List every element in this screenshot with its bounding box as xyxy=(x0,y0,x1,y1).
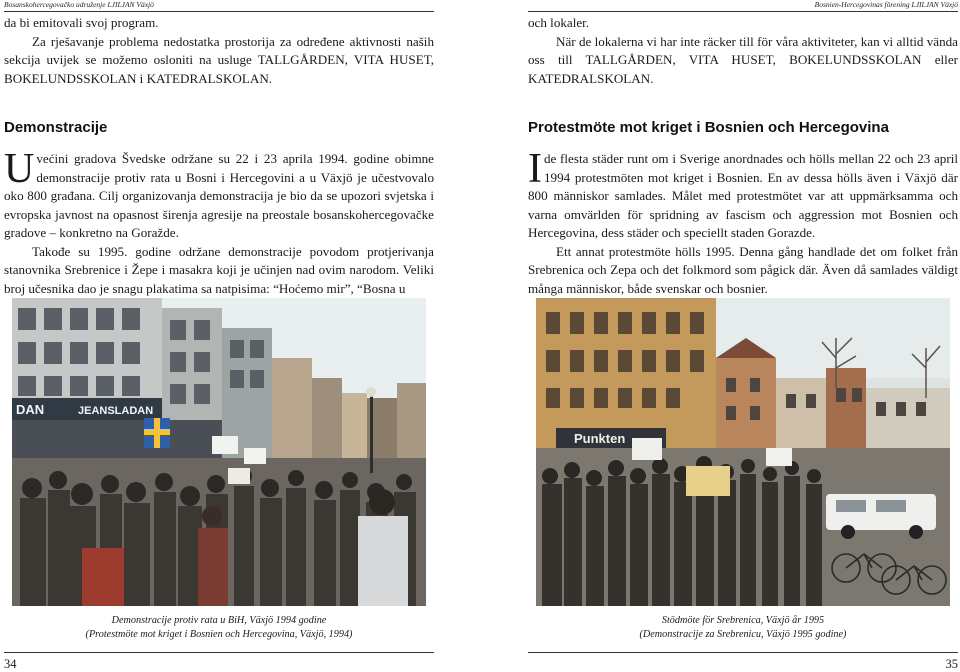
right-paragraph-2: Ett annat protestmöte hölls 1995. Denna gång handlade det om folket från Srebrenica och Zepa och det folkmord som pågick där. Även då samlades väldigt många människor, både svenskar och bosnier. xyxy=(528,243,958,296)
right-running-head: Bosnien-Hercegovinas förening LJILJAN Växjö xyxy=(814,0,958,9)
left-page-number: 34 xyxy=(4,657,17,671)
left-photo-caption xyxy=(12,614,426,642)
right-section-heading: Protestmöte mot kriget i Bosnien och Hercegovina xyxy=(528,119,889,136)
right-header-rule xyxy=(528,11,958,12)
left-dropcap: U xyxy=(4,146,35,192)
left-paragraph-1 xyxy=(4,146,434,243)
left-photo-side-sign: DAN xyxy=(16,402,45,417)
right-paragraph-1 xyxy=(528,146,958,243)
left-photo-shop-sign: JEANSLADAN xyxy=(78,405,154,417)
right-dropcap: I xyxy=(528,146,542,192)
right-caption-line-1: Stödmöte för Srebrenica, Växjö år 1995 xyxy=(661,615,825,626)
right-photo-meeting-1995 xyxy=(536,298,950,606)
right-paragraph-1-text: de flesta städer runt om i Sverige anordnades och hölls mellan 22 och 23 april 1994 protestmöten mot kriget i Bosnien. En av dessa hölls även i Växjö där 800 människor samlades. Målet med protestmötet var att uppmärksamma och varna omvärlden för spridning av fascism och aggression mot Bosnien och Hercegovina, dess städer och speciellt staden Gorazde. xyxy=(528,151,958,240)
right-intro-paragraph: När de lokalerna vi har inte räcker till för våra aktiviteter, kan vi alltid vända oss till TALLGÅRDEN, VITA HUSET, BOKELUNDSSKOLAN eller KATEDRALSKOLAN. xyxy=(528,33,958,86)
right-intro-line: och lokaler. xyxy=(528,15,590,30)
left-intro-line: da bi emitovali svoj program. xyxy=(4,15,159,30)
left-section-text xyxy=(4,146,434,298)
left-running-head: Bosanskohercegovačko udruženje LJILJAN Växjö xyxy=(4,0,154,9)
right-footer-rule xyxy=(528,652,958,653)
right-photo-shop-sign: Punkten xyxy=(574,431,626,446)
left-intro-text xyxy=(4,14,434,88)
right-intro-text xyxy=(528,14,958,88)
right-section-text xyxy=(528,146,958,298)
right-caption-line-2: (Demonstracije za Srebrenicu, Växjö 1995 godine) xyxy=(639,629,847,640)
right-photo-caption xyxy=(536,614,950,642)
left-intro-paragraph: Za rješavanje problema nedostatka prostorija za određene aktivnosti naših sekcija uvijek se možemo osloniti na usluge TALLGÅRDEN, VITA HUSET, BOKELUNDSSKOLAN i KATEDRALSKOLAN. xyxy=(4,33,434,86)
left-photo-demonstration-1994 xyxy=(12,298,426,606)
left-header-rule xyxy=(4,11,434,12)
right-page-number: 35 xyxy=(945,657,958,671)
right-page xyxy=(480,0,960,672)
left-section-heading: Demonstracije xyxy=(4,119,108,136)
left-footer-rule xyxy=(4,652,434,653)
left-caption-line-2: (Protestmöte mot kriget i Bosnien och Hercegovina, Växjö, 1994) xyxy=(85,629,353,640)
left-caption-line-1: Demonstracije protiv rata u BiH, Växjö 1994 godine xyxy=(111,615,327,626)
left-paragraph-2: Takođe su 1995. godine održane demonstracije povodom protjerivanja stanovnika Srebrenice i Žepe i masakra koji je učinjen nad ovim narodom. Veliki broj učesnika dao je snagu plakatima sa natpisima: “Hoćemo mir”, “Bosna u xyxy=(4,243,434,296)
left-paragraph-1-text: većini gradova Švedske održane su 22 i 23 aprila 1994. godine obimne demonstracije protiv rata u Bosni i Hercegovini a u Växjö je učestvovalo oko 800 građana. Cilj organizovanja demonstracija je bio da se upozori svjetska i evropska javnost na opasnost širenja agresije na preostale bosanskohercegovačke gradove – konkretno na Goražde. xyxy=(4,151,434,240)
